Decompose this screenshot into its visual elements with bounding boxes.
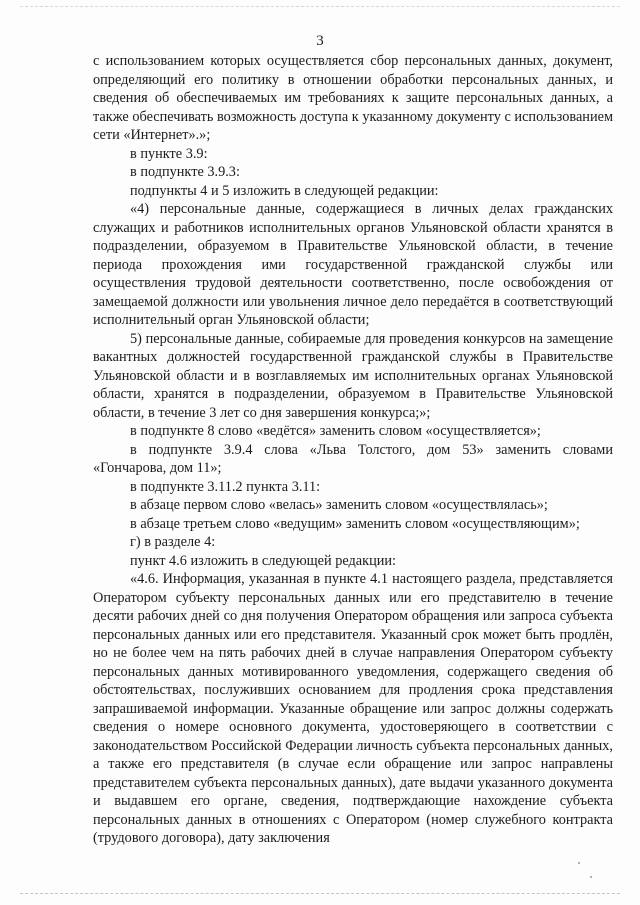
paragraph: в подпункте 8 слово «ведётся» заменить словом «осуществляется»; bbox=[130, 423, 541, 439]
scan-edge-top bbox=[20, 6, 620, 7]
scan-speck bbox=[590, 876, 592, 878]
paragraph: в подпункте 3.9.4 слова «Льва Толстого, дом 53» заменить словами «Гончарова, дом 11»; bbox=[93, 441, 613, 476]
paragraph: подпункты 4 и 5 изложить в следующей редакции: bbox=[130, 182, 439, 199]
paragraph: «4) персональные данные, содержащиеся в личных делах гражданских служащих и работников исполнительных органов Ульяновской области хранятся в подразделении, образуемом в Правительстве Ульяновской области, в течение периода прохождения ими государственной гражданской службы или осуществления трудовой деятельности соответственно, после освобождения от замещаемой должности или увольнения личное дело передаётся в соответствующий исполнительный орган Ульяновской области; bbox=[93, 201, 613, 328]
paragraph: 5) персональные данные, собираемые для проведения конкурсов на замещение вакантных должностей государственной гражданской службы в Правительстве Ульяновской области и в возглавляемых им исполнительных органах Ульяновской области, хранятся в подразделении, образуемом в Правительстве Ульяновской области, в течение 3 лет со дня завершения конкурса;»; bbox=[93, 330, 613, 421]
paragraph: в абзаце первом слово «велась» заменить словом «осуществлялась»; bbox=[130, 497, 548, 513]
paragraph: в подпункте 3.9.3: bbox=[130, 164, 240, 180]
paragraph: «4.6. Информация, указанная в пункте 4.1 настоящего раздела, представляется Оператором субъекту персональных данных или его представителю в течение десяти рабочих дней со дня получения Оператором обращения или запроса субъекта персональных данных или его представителя. Указанный срок может быть продлён, но не более чем на пять рабочих дней в случае направления Оператором субъекту персональных данных мотивированного уведомления, содержащего сведения об обстоятельствах, послуживших основанием для продления срока представления запрашиваемой информации. Указанные обращение или запрос должны содержать сведения о номере основного документа, удостоверяющего в соответствии с законодательством Российской Федерации личность субъекта персональных данных, а также его представителя (в случае если обращение или запрос направлены представителем субъекта персональных данных), дате выдачи указанного документа и выдавшем его органе, сведения, подтверждающие нахождение субъекта персональных данных в отношениях с Оператором (номер служебного контракта (трудового договора), дату заключения bbox=[93, 571, 613, 846]
paragraph: в подпункте 3.11.2 пункта 3.11: bbox=[130, 478, 321, 495]
paragraph: в пункте 3.9: bbox=[130, 145, 208, 162]
paragraph: г) в разделе 4: bbox=[130, 534, 216, 550]
paragraph: пункт 4.6 изложить в следующей редакции: bbox=[130, 552, 397, 569]
scan-speck bbox=[578, 862, 580, 864]
document-body bbox=[93, 52, 613, 848]
paragraph: с использованием которых осуществляется сбор персональных данных, документ, определяющий его политику в отношении обработки персональных данных, и сведения об обеспечиваемых им требованиях к защите персональных данных, а также обеспечивать возможность доступа к указанному документу с использованием сети «Интернет».»; bbox=[93, 53, 613, 143]
paragraph: в абзаце третьем слово «ведущим» заменить словом «осуществляющим»; bbox=[130, 515, 580, 532]
page-number: 3 bbox=[316, 33, 324, 49]
scan-edge-bottom bbox=[20, 893, 620, 894]
